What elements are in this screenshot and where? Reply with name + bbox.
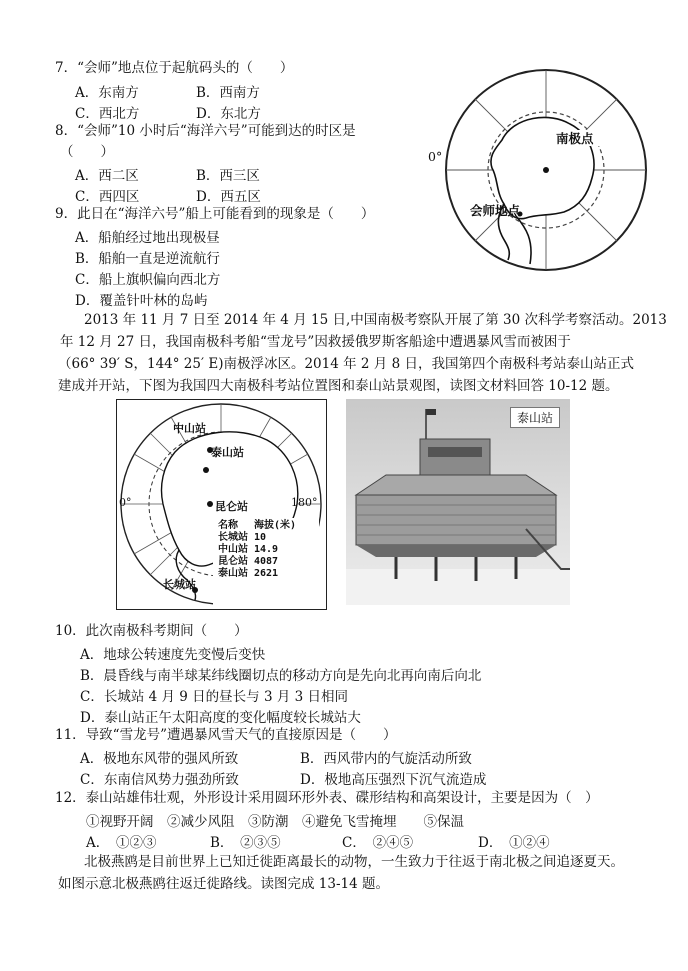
q10-option-d: D．泰山站正午太阳高度的变化幅度较长城站大 (80, 710, 361, 726)
q11-option-d: D．极地高压强烈下沉气流造成 (300, 772, 487, 788)
table-row (215, 568, 299, 580)
q7-option-a: A．东南方 (75, 85, 139, 101)
q7-option-b: B．西南方 (196, 85, 260, 101)
q12-option-c: C． ②④⑤ (342, 835, 414, 851)
taishan-station-label: 泰山站 (211, 446, 244, 459)
q10-stem: 10．此次南极科考期间（ ） (55, 623, 248, 639)
q8-paren: （ ） (60, 144, 114, 160)
stations-map (116, 399, 327, 610)
intro-line-2: 年 12 月 27 日，我国南极科考船“雪龙号”因救援俄罗斯客船途中遭遇暴风雪而被困于 (60, 334, 571, 350)
table-cell: 4087 (254, 556, 279, 567)
table-cell: 2621 (254, 568, 279, 579)
table-cell: 10 (254, 532, 267, 543)
q8-option-d: D．西五区 (196, 189, 261, 205)
table-header-elevation: 海拔(米) (254, 520, 297, 531)
outro-line-2: 如图示意北极燕鸥往返迁徙路线。读图完成 13-14 题。 (58, 876, 389, 892)
longitude-180-label: 180° (291, 496, 318, 509)
q12-stem: 12．泰山站雄伟壮观，外形设计采用圆环形外表、碟形结构和高架设计，主要是因为（ ） (55, 790, 599, 806)
q7-option-c: C．西北方 (75, 106, 140, 122)
meeting-point-label: 会师地点 (470, 203, 521, 218)
q10-option-b: B．晨昏线与南半球某纬线圈切点的移动方向是先向北再向南后向北 (80, 668, 482, 684)
q9-stem: 9．此日在“海洋六号”船上可能看到的现象是（ ） (55, 206, 375, 222)
q12-option-b: B． ②③⑤ (210, 835, 281, 851)
q10-option-a: A．地球公转速度先变慢后变快 (80, 647, 266, 663)
q7-option-d: D．东北方 (196, 106, 261, 122)
q9-option-d: D．覆盖针叶林的岛屿 (75, 293, 208, 309)
q9-option-c: C．船上旗帜偏向西北方 (75, 272, 221, 288)
table-cell: 昆仑站 (218, 556, 248, 567)
q11-option-a: A．极地东风带的强风所致 (80, 751, 239, 767)
station-elevation-table (215, 520, 299, 580)
q9-option-b: B．船舶一直是逆流航行 (75, 251, 220, 267)
table-header-row (215, 520, 299, 532)
table-cell: 泰山站 (218, 568, 248, 579)
q9-option-a: A．船舶经过地出现极昼 (75, 230, 220, 246)
q12-items: ①视野开阔 ②减少风阻 ③防潮 ④避免飞雪掩埋 ⑤保温 (86, 814, 464, 830)
intro-line-4: 建成并开站，下图为我国四大南极科考站位置图和泰山站景观图，读图文材料回答 10-12 题。 (58, 378, 619, 394)
q8-stem: 8．“会师”10 小时后“海洋六号”可能到达的时区是 (55, 123, 356, 139)
q7-stem: 7．“会师”地点位于起航码头的（ ） (55, 60, 294, 76)
outro-line-1: 北极燕鸥是目前世界上已知迁徙距离最长的动物，一生致力于往返于南北极之间追逐夏天。 (84, 854, 624, 870)
intro-line-1: 2013 年 11 月 7 日至 2014 年 4 月 15 日,中国南极考察队开展了第 30 次科学考察活动。2013 (84, 312, 667, 328)
table-cell: 长城站 (218, 532, 248, 543)
q11-option-b: B．西风带内的气旋活动所致 (300, 751, 472, 767)
intro-line-3: （66° 39′ S，144° 25′ E)南极浮冰区。2014 年 2 月 8 日，我国第四个南极科考站泰山站正式 (58, 356, 634, 372)
polar-map-1 (422, 64, 662, 280)
q8-option-c: C．西四区 (75, 189, 140, 205)
zhongshan-station-label: 中山站 (173, 422, 206, 435)
q11-option-c: C．东南信风势力强劲所致 (80, 772, 239, 788)
table-row (215, 544, 299, 556)
q11-stem: 11．导致“雪龙号”遭遇暴风雪天气的直接原因是（ ） (55, 727, 397, 743)
table-row (215, 532, 299, 544)
taishan-station-building (346, 399, 570, 605)
q12-option-a: A． ①②③ (86, 835, 157, 851)
q12-option-d: D． ①②④ (478, 835, 550, 851)
south-pole-label: 南极点 (556, 131, 594, 146)
photo-label: 泰山站 (510, 407, 560, 428)
polar-map-1-drawing (422, 64, 662, 280)
longitude-0-label: 0° (119, 496, 132, 509)
q10-option-c: C．长城站 4 月 9 日的昼长与 3 月 3 日相同 (80, 689, 349, 705)
q8-option-b: B．西三区 (196, 168, 260, 184)
table-row (215, 556, 299, 568)
table-cell: 中山站 (218, 544, 248, 555)
taishan-station-photo (346, 399, 570, 605)
q8-option-a: A．西二区 (75, 168, 139, 184)
changcheng-station-label: 长城站 (163, 578, 196, 591)
table-header-name: 名称 (218, 520, 238, 531)
table-cell: 14.9 (254, 544, 279, 555)
zero-longitude-label: 0° (428, 149, 443, 164)
kunlun-station-label: 昆仑站 (215, 500, 248, 513)
